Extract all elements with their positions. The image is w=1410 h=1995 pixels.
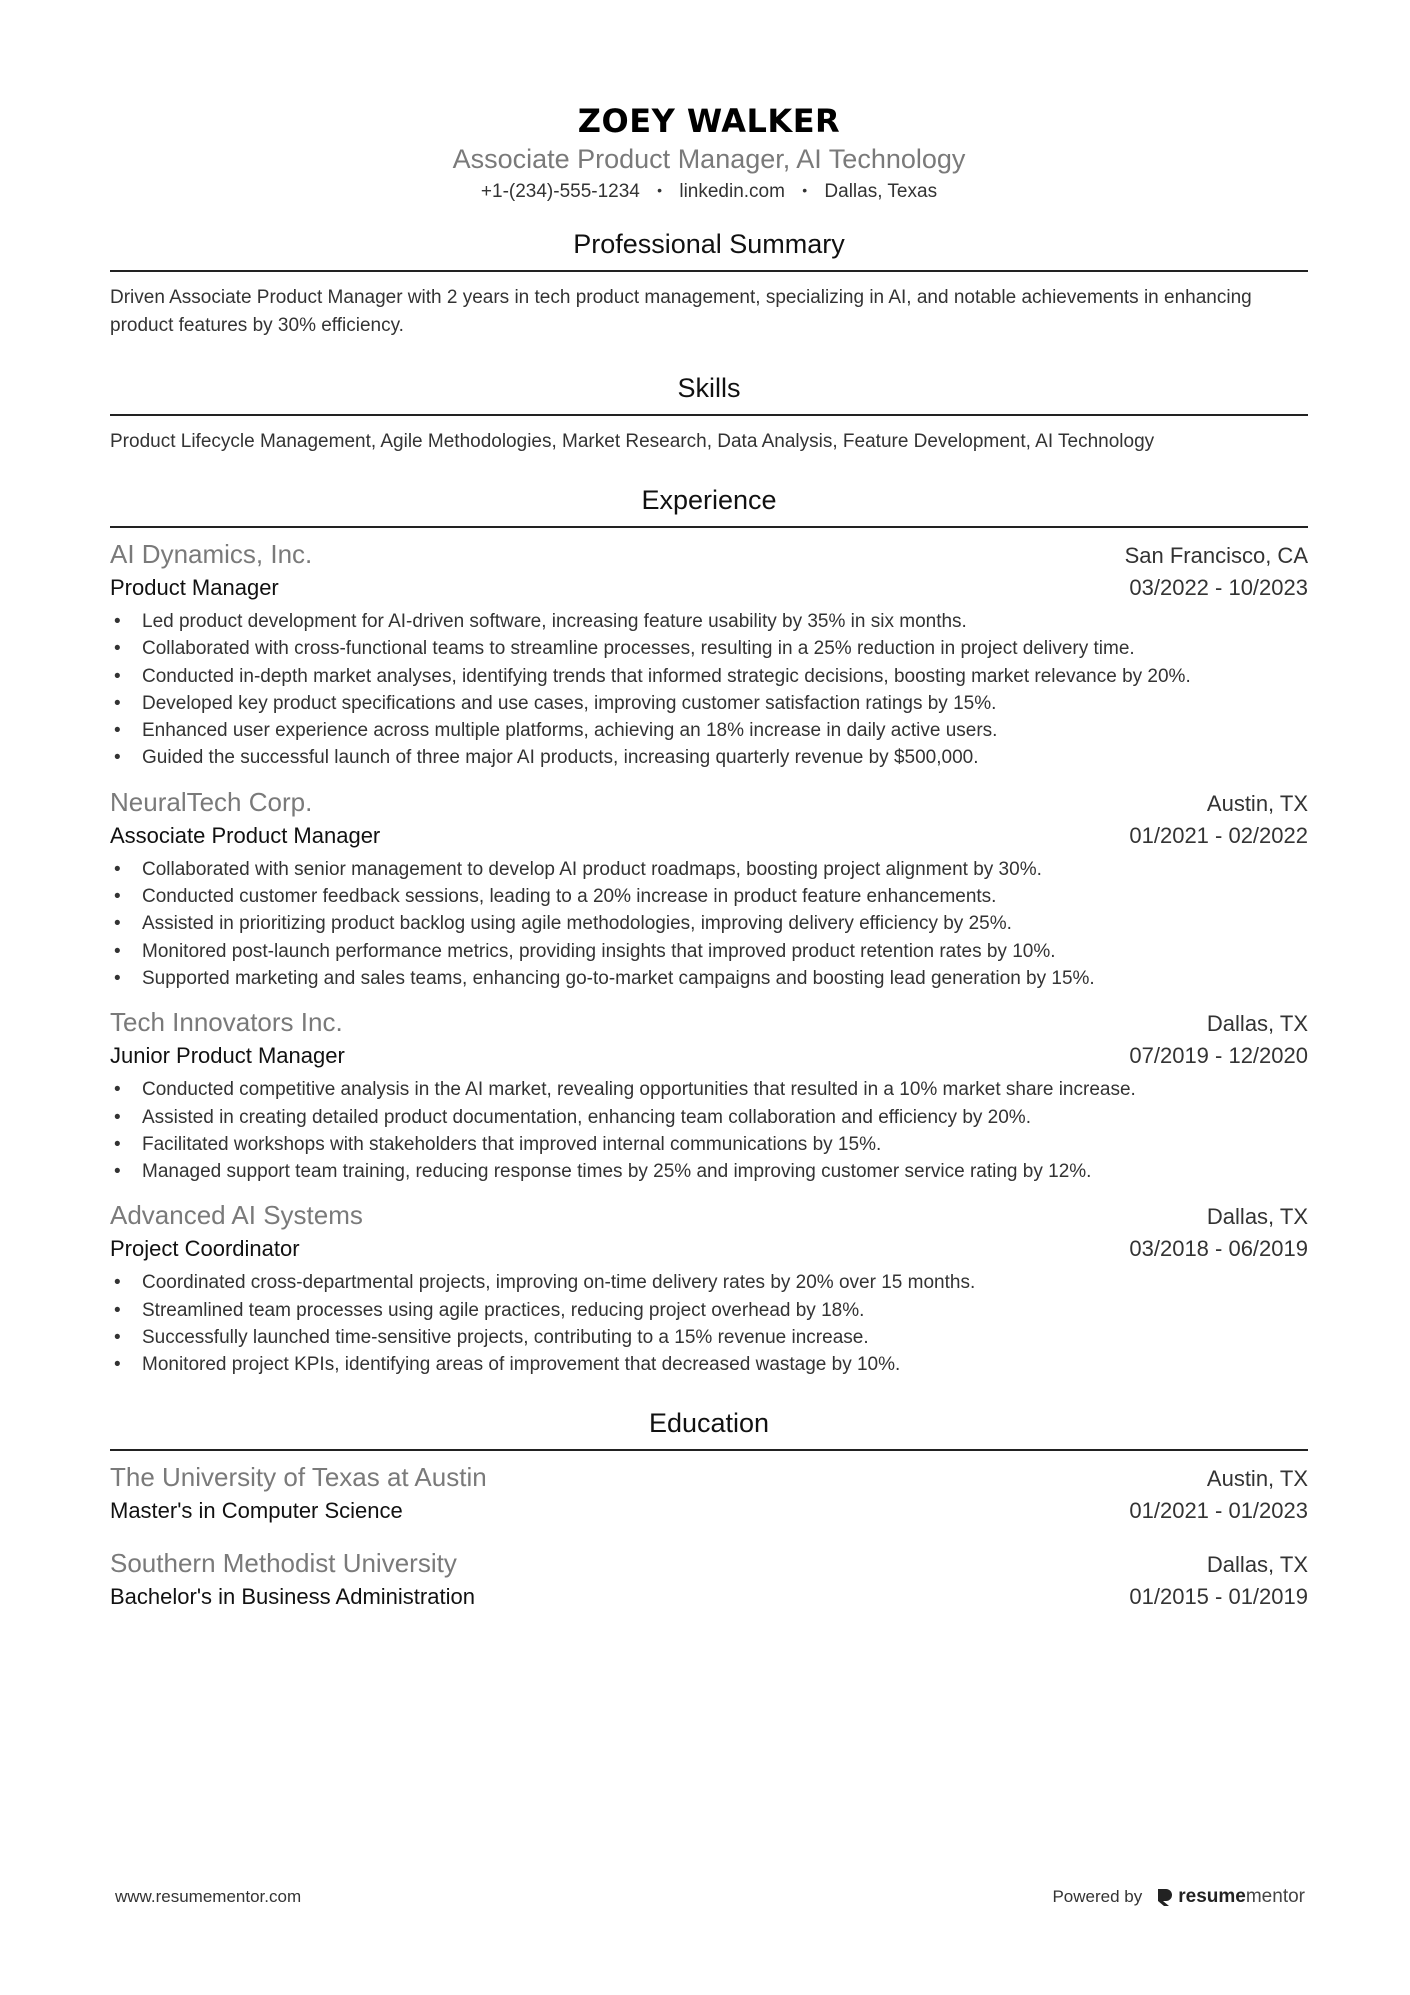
company-name: Tech Innovators Inc. — [110, 1007, 343, 1038]
summary-section — [110, 226, 1308, 340]
list-item: • Conducted competitive analysis in the AI market, revealing opportunities that resulted in a 10% market share increase. — [110, 1076, 1308, 1103]
footer-site-link[interactable]: www.resumementor.com — [115, 1887, 302, 1906]
brand-light: mentor — [1245, 1886, 1305, 1907]
job-entry — [110, 1004, 1308, 1185]
list-item: • Led product development for AI-driven software, increasing feature usability by 35% in six months. — [110, 608, 1308, 635]
list-item: • Developed key product specifications and use cases, improving customer satisfaction ratings by 15%. — [110, 690, 1308, 717]
section-heading: Skills — [110, 370, 1308, 416]
list-item: • Assisted in creating detailed product documentation, enhancing team collaboration and efficiency by 20%. — [110, 1104, 1308, 1131]
contact-separator: • — [657, 182, 663, 198]
job-role: Product Manager — [110, 575, 279, 600]
job-dates: 07/2019 - 12/2020 — [1129, 1043, 1308, 1069]
list-item: • Facilitated workshops with stakeholders that improved internal communications by 15%. — [110, 1131, 1308, 1158]
contact-phone: +1-(234)-555-1234 — [480, 181, 640, 202]
school-name: The University of Texas at Austin — [110, 1461, 487, 1492]
resumementor-logo-icon — [1156, 1887, 1174, 1907]
job-location: Dallas, TX — [1206, 1204, 1308, 1230]
list-item: • Conducted customer feedback sessions, leading to a 20% increase in product feature enhancements. — [110, 883, 1308, 910]
school-location: Austin, TX — [1206, 1465, 1308, 1491]
job-dates: 01/2021 - 02/2022 — [1129, 822, 1308, 848]
education-section — [110, 1405, 1308, 1613]
page-footer — [115, 1886, 1305, 1908]
list-item: • Monitored project KPIs, identifying areas of improvement that decreased wastage by 10%. — [110, 1351, 1308, 1378]
job-location: Dallas, TX — [1206, 1011, 1308, 1037]
candidate-title: Associate Product Manager, AI Technology — [452, 144, 966, 174]
education-entry — [110, 1459, 1308, 1527]
list-item: • Conducted in-depth market analyses, identifying trends that informed strategic decisions, boosting market relevance by 20%. — [110, 663, 1308, 690]
school-location: Dallas, TX — [1206, 1551, 1308, 1577]
skills-section — [110, 370, 1308, 456]
section-heading: Education — [110, 1405, 1308, 1451]
section-heading: Professional Summary — [110, 226, 1308, 272]
contact-linkedin[interactable]: linkedin.com — [679, 181, 785, 202]
job-location: San Francisco, CA — [1124, 543, 1308, 568]
experience-section — [110, 482, 1308, 1379]
list-item: • Monitored post-launch performance metrics, providing insights that improved product retention rates by 10%. — [110, 938, 1308, 965]
brand-logo[interactable] — [1156, 1886, 1305, 1908]
brand-bold: resume — [1178, 1886, 1246, 1907]
company-name: Advanced AI Systems — [110, 1200, 363, 1231]
powered-by-label: Powered by — [1052, 1887, 1143, 1906]
job-role: Project Coordinator — [110, 1236, 300, 1262]
job-role: Junior Product Manager — [110, 1043, 345, 1069]
education-entry — [110, 1545, 1308, 1613]
school-name: Southern Methodist University — [110, 1547, 457, 1578]
contact-line — [110, 178, 1308, 206]
powered-by — [1052, 1886, 1305, 1908]
list-item: • Assisted in prioritizing product backlog using agile methodologies, improving delivery efficiency by 25%. — [110, 910, 1308, 937]
contact-separator: • — [802, 182, 808, 198]
job-dates: 03/2018 - 06/2019 — [1129, 1236, 1308, 1262]
list-item: • Collaborated with senior management to develop AI product roadmaps, boosting project alignment by 30%. — [110, 856, 1308, 883]
list-item: • Successfully launched time-sensitive projects, contributing to a 15% revenue increase. — [110, 1324, 1308, 1351]
job-location: Austin, TX — [1206, 790, 1308, 816]
list-item: • Enhanced user experience across multiple platforms, achieving an 18% increase in daily active users. — [110, 717, 1308, 744]
list-item: • Supported marketing and sales teams, enhancing go-to-market campaigns and boosting lead generation by 15%. — [110, 965, 1308, 992]
list-item: • Coordinated cross-departmental projects, improving on-time delivery rates by 20% over 15 months. — [110, 1269, 1308, 1296]
job-entry — [110, 784, 1308, 992]
summary-text: Driven Associate Product Manager with 2 years in tech product management, specializing in AI, and notable achievements in enhancing product features by 30% efficiency. — [110, 287, 1252, 336]
degree: Bachelor's in Business Administration — [110, 1583, 475, 1609]
job-bullets — [110, 856, 1308, 992]
resume-header — [110, 0, 1308, 206]
degree: Master's in Computer Science — [110, 1497, 403, 1523]
candidate-name: ZOEY WALKER — [577, 102, 841, 140]
job-entry — [110, 1197, 1308, 1378]
list-item: • Managed support team training, reducing response times by 25% and improving customer service rating by 12%. — [110, 1158, 1308, 1185]
section-heading: Experience — [110, 482, 1308, 528]
education-dates: 01/2021 - 01/2023 — [1129, 1497, 1308, 1523]
contact-location: Dallas, Texas — [824, 181, 938, 202]
list-item: • Streamlined team processes using agile practices, reducing project overhead by 18%. — [110, 1297, 1308, 1324]
job-bullets — [110, 1269, 1308, 1378]
job-bullets — [110, 1076, 1308, 1185]
list-item: • Guided the successful launch of three major AI products, increasing quarterly revenue by $500,000. — [110, 744, 1308, 771]
company-name: NeuralTech Corp. — [110, 786, 313, 817]
company-name: AI Dynamics, Inc. — [110, 539, 313, 569]
skills-text: Product Lifecycle Management, Agile Methodologies, Market Research, Data Analysis, Feature Development, AI Technology — [110, 431, 1155, 452]
job-entry — [110, 536, 1308, 772]
job-dates: 03/2022 - 10/2023 — [1129, 575, 1308, 600]
education-dates: 01/2015 - 01/2019 — [1129, 1583, 1308, 1609]
job-bullets — [110, 608, 1308, 772]
resume-page — [110, 0, 1308, 1625]
list-item: • Collaborated with cross-functional teams to streamline processes, resulting in a 25% reduction in project delivery time. — [110, 635, 1308, 662]
job-role: Associate Product Manager — [110, 822, 381, 848]
